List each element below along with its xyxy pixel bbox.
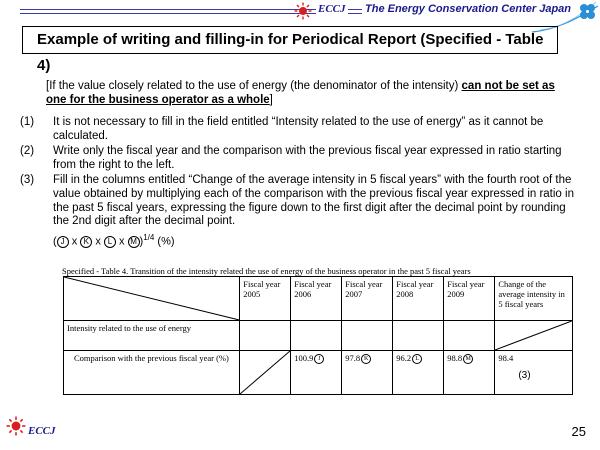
diagonal-corner-cell [64,277,240,321]
year-header: Fiscal year 2007 [342,277,393,321]
ratio-value: 100.9 [294,353,314,363]
intro-note [46,79,566,107]
intro-underlined-text: can not be set as one for the business operator as a whole [46,80,555,106]
table-cell [240,321,291,351]
step-item [20,145,580,172]
step-number: (1) [20,116,35,128]
step-item [20,174,580,228]
ratio-cell [291,351,342,395]
circled-letter: M [128,236,140,248]
ratio-value: 97.8 [345,353,361,363]
step-number: (2) [20,145,35,158]
table-cell [444,321,495,351]
header-org-name: The Energy Conservation Center Japan [362,3,574,15]
eccj-sun-logo [6,416,26,436]
formula-exponent: 1/4 [143,232,155,242]
circled-letter: J [57,236,69,248]
table-header-row [64,277,573,321]
table-cell [393,321,444,351]
step-text: It is not necessary to fill in the field entitled “Intensity related to the use of energy” as it cannot be calculated. [53,116,544,142]
step-text: Fill in the columns entitled “Change of the average intensity in 5 fiscal years” with the fourth root of the value obtained by multiplying each of the comparison with the previous fiscal year expressed in ratio in the past 5 fiscal years, expressing the figure down to the first digit after the decimal point by rounding the 2nd digit after the decimal point. [53,174,574,228]
formula-unit: (%) [157,235,175,248]
diagonal-cell [240,351,291,395]
ratio-cell [393,351,444,395]
step-number: (3) [20,174,35,187]
circled-letter: L [412,354,422,364]
year-header: Fiscal year 2006 [291,277,342,321]
diagonal-cell [495,321,573,351]
footer-logo-text: ECCJ [28,425,56,437]
change-cell [495,351,573,395]
table-caption: Specified - Table 4. Transition of the intensity related the use of energy of the business operator in the past 5 fiscal years [62,266,471,276]
year-header: Fiscal year 2008 [393,277,444,321]
formula: ( J x K x L x M )$^{1/4}$ (%) [53,232,175,248]
circled-letter: K [80,236,92,248]
ratio-cell [342,351,393,395]
circled-letter: K [361,354,371,364]
table-row [64,321,573,351]
circled-letter: L [104,236,116,248]
ratio-value: 96.2 [396,353,412,363]
header-logo-text: ECCJ [318,3,346,15]
step-item [20,116,580,143]
row-label: Comparison with the previous fiscal year (%) [64,351,240,395]
table-cell [291,321,342,351]
year-header: Fiscal year 2009 [444,277,495,321]
ratio-value: 98.8 [447,353,463,363]
eccj-sun-logo [294,2,312,20]
table-row [64,351,573,395]
intro-end: ] [269,94,273,106]
intensity-table [63,276,573,395]
year-header: Fiscal year 2005 [240,277,291,321]
row-label: Intensity related to the use of energy [64,321,240,351]
change-note: (3) [518,370,531,381]
circled-letter: J [314,354,324,364]
table-cell [342,321,393,351]
circled-letter: M [463,354,473,364]
step-text: Write only the fiscal year and the comparison with the previous fiscal year expressed in ratio starting from the right to the left. [53,145,562,171]
ratio-cell [444,351,495,395]
page-title: Example of writing and filling-in for Periodical Report (Specified - Table 4) [22,26,558,54]
intro-text: [If the value closely related to the use of energy (the denominator of the intensity) [46,80,462,92]
page-number: 25 [571,424,586,439]
instruction-steps [20,116,580,249]
change-value: 98.4 [498,353,514,363]
change-header: Change of the average intensity in 5 fiscal years [495,277,573,321]
